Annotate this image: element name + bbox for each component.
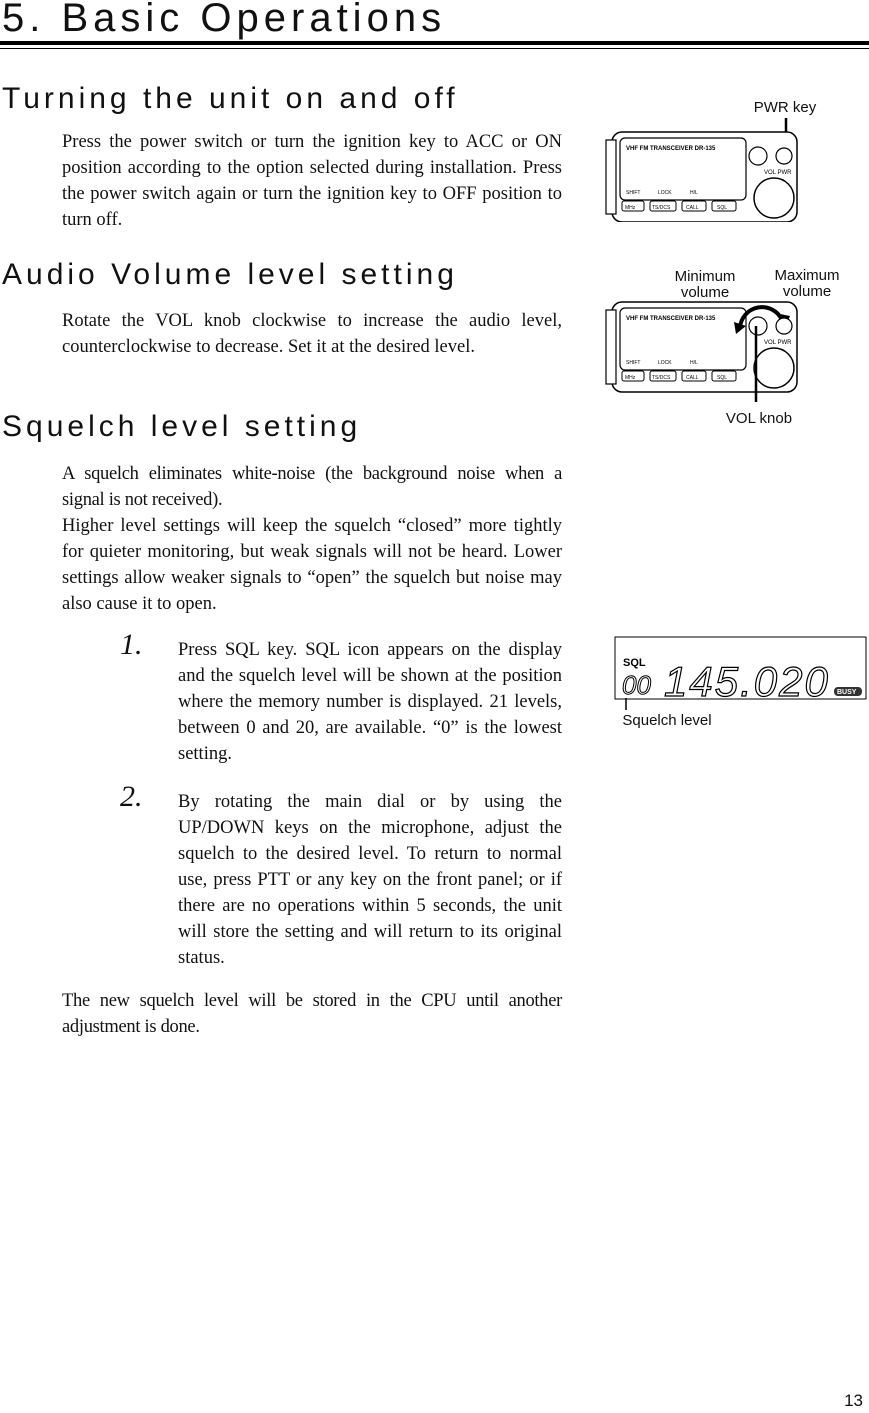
max-volume-label: Maximum volume	[774, 267, 840, 300]
sql-icon: SQL	[623, 657, 646, 669]
header-rule-thin	[0, 48, 869, 49]
section-heading-volume: Audio Volume level setting	[2, 258, 458, 291]
svg-text:H/L: H/L	[690, 360, 698, 366]
svg-text:CALL: CALL	[686, 205, 699, 211]
svg-text:VOL PWR: VOL PWR	[764, 340, 792, 346]
svg-text:TS/DCS: TS/DCS	[652, 205, 671, 211]
pwr-key-label: PWR key	[753, 99, 817, 116]
squelch-level-label: Squelch level	[622, 712, 712, 729]
svg-text:CALL: CALL	[686, 375, 699, 381]
squelch-level-digits: 00	[622, 670, 651, 700]
vol-pwr-text: VOL PWR	[764, 170, 792, 176]
svg-text:SQL: SQL	[717, 205, 728, 211]
step-number-2: 2.	[120, 780, 143, 813]
header-rule	[0, 41, 869, 45]
svg-text:LOCK: LOCK	[658, 360, 672, 366]
radio-model-text: VHF FM TRANSCEIVER DR-135	[626, 146, 716, 152]
volume-knob-figure	[600, 290, 810, 410]
svg-text:SQL: SQL	[717, 375, 728, 381]
section-heading-squelch: Squelch level setting	[2, 410, 362, 443]
svg-text:SHIFT: SHIFT	[626, 190, 641, 196]
svg-text:MHz: MHz	[625, 375, 636, 381]
lcd-display-figure	[614, 636, 868, 710]
chapter-title: 5. Basic Operations	[2, 0, 447, 40]
radio-front-panel-figure	[600, 112, 810, 222]
squelch-intro-2: Higher level settings will keep the squelch “closed” more tightly for quieter monitoring, but weak signals will not be heard. Lower settings allow weaker signals to “open” the squelch but noise may also cause it to open.	[62, 516, 562, 614]
svg-text:H/L: H/L	[690, 190, 698, 196]
squelch-outro: The new squelch level will be stored in the CPU until another adjustment is done.	[62, 991, 562, 1037]
min-volume-label: Minimum volume	[674, 268, 736, 301]
page-number: 13	[844, 1391, 863, 1410]
vol-knob-label: VOL knob	[725, 410, 793, 427]
svg-text:TS/DCS: TS/DCS	[652, 375, 671, 381]
frequency-readout: 145.020	[664, 658, 830, 705]
svg-text:LOCK: LOCK	[658, 190, 672, 196]
svg-text:SHIFT: SHIFT	[626, 360, 641, 366]
step-text-2: By rotating the main dial or by using the UP/DOWN keys on the microphone, adjust the squelch to the desired level. To return to normal use, press PTT or any key on the front panel; or if there are no operations within 5 seconds, the unit will store the setting and will return to its original status.	[178, 792, 562, 968]
volume-paragraph: Rotate the VOL knob clockwise to increase the audio level, counterclockwise to decrease. Set it at the desired level.	[62, 311, 562, 357]
step-number-1: 1.	[120, 628, 143, 661]
svg-text:MHz: MHz	[625, 205, 636, 211]
step-text-1: Press SQL key. SQL icon appears on the display and the squelch level will be shown at the position where the memory number is displayed. 21 levels, between 0 and 20, are available. “0” is the lowest setting.	[178, 640, 562, 764]
section-heading-power: Turning the unit on and off	[2, 82, 459, 115]
busy-badge: BUSY	[837, 689, 857, 696]
squelch-intro-1: A squelch eliminates white-noise (the background noise when a signal is not received).	[62, 464, 562, 510]
svg-text:VHF FM TRANSCEIVER DR-135: VHF FM TRANSCEIVER DR-135	[626, 316, 716, 322]
power-paragraph: Press the power switch or turn the ignition key to ACC or ON position according to the option selected during installation. Press the power switch again or turn the ignition key to OFF position to turn off.	[62, 132, 562, 230]
